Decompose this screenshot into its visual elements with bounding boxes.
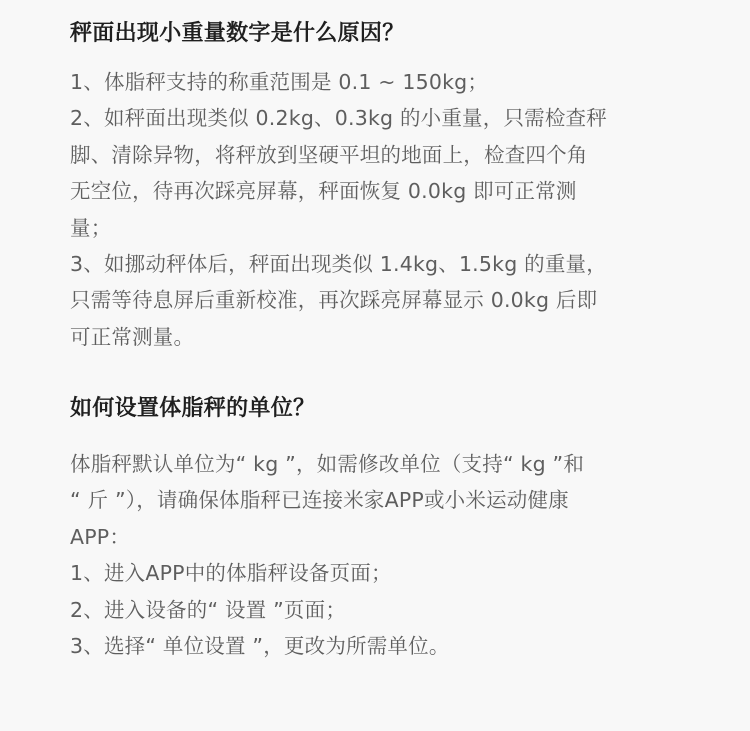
- section-body: [70, 64, 680, 355]
- text-line: 可正常测量。: [70, 324, 195, 349]
- text-line: “ 斤 ”），请确保体脂秤已连接米家APP或小米运动健康: [70, 488, 569, 513]
- text-line: 无空位，待再次踩亮屏幕，秤面恢复 0.0kg 即可正常测: [70, 179, 577, 204]
- text-line: 只需等待息屏后重新校准，再次踩亮屏幕显示 0.0kg 后即: [70, 288, 598, 313]
- section-title: 如何设置体脂秤的单位？: [70, 396, 316, 421]
- text-line: 2、如秤面出现类似 0.2kg、0.3kg 的小重量，只需检查秤: [70, 106, 607, 131]
- text-line: 脚、清除异物，将秤放到坚硬平坦的地面上，检查四个角: [70, 142, 588, 167]
- text-line: 1、进入APP中的体脂秤设备页面；: [70, 561, 392, 586]
- section-body: [70, 446, 584, 664]
- text-line: 1、体脂秤支持的称重范围是 0.1 ~ 150kg；: [70, 70, 489, 94]
- faq-section-unit-setting: [70, 392, 584, 664]
- text-line: 3、如挪动秤体后，秤面出现类似 1.4kg、1.5kg 的重量，: [70, 252, 607, 277]
- faq-section-small-weight: [70, 17, 680, 355]
- text-line: 体脂秤默认单位为“ kg ”，如需修改单位（支持“ kg ”和: [70, 452, 585, 476]
- text-line: APP：: [70, 524, 131, 549]
- section-title: 秤面出现小重量数字是什么原因？: [70, 21, 405, 46]
- text-line: 量；: [70, 215, 112, 240]
- text-line: 2、进入设备的“ 设置 ”页面；: [70, 597, 347, 622]
- text-line: 3、选择“ 单位设置 ”，更改为所需单位。: [70, 634, 450, 659]
